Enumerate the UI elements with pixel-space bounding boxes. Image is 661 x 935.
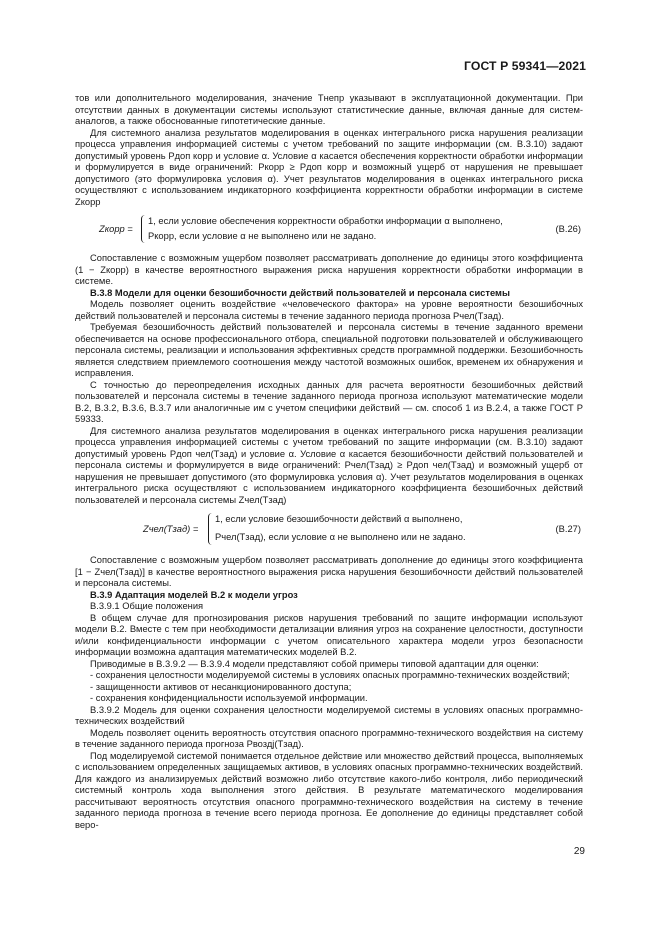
paragraph: Сопоставление с возможным ущербом позволяет рассматривать дополнение до единицы этого коэффициента [1 − Zчел(Tзад)] в качестве вероятностного выражения риска нарушения безошибочности действий пользователей и персонала системы. [75,555,583,588]
paragraph: тов или дополнительного моделирования, значение Tнепр указывают в эксплуатационной документации. При отсутствии данных в документации системы используют статистические данные, включая данные для систем-аналогов, а также обоснованные гипотетические данные. [75,93,583,126]
section-heading: В.3.9 Адаптация моделей В.2 к модели угроз [90,589,298,600]
formula-brace [208,513,214,545]
formula-case: Pчел(Tзад), если условие α не выполнено или не задано. [215,532,466,542]
formula-case: 1, если условие безошибочности действий α выполнено, [215,514,463,524]
paragraph: Модель позволяет оценить вероятность отсутствия опасного программно-технического воздействия на систему в течение заданного периода прогноза Pвоздj(Tзад). [75,727,583,749]
formula-brace [141,215,147,243]
formula-case: 1, если условие обеспечения корректности обработки информации α выполнено, [148,216,503,226]
list-item: - защищенности активов от несанкционированного доступа; [90,681,352,692]
page-number: 29 [573,846,585,857]
list-item: - сохранения целостности моделируемой системы в условиях опасных программно-технических воздействий; [90,670,570,680]
paragraph: Под моделируемой системой понимается отдельное действие или множество действий процесса, выполняемых с использованием определенных защищаемых активов, в условиях опасных программно-технических воздействий. Для каждого из анализируемых действий возможно либо отсутствие какого-либо контроля, либо периодический системный контроль хода выполнения этого действия. В результате математического моделирования рассчитывают вероятность отсутствия опасного программно-технического воздействия на систему в течение заданного периода прогноза в течение всего периода прогноза. Ее дополнение до единицы представляет собой веро- [75,750,583,830]
page-body [75,93,583,831]
formula-b27 [75,511,583,551]
paragraph: Требуемая безошибочность действий пользователей и персонала системы в течение заданного времени обеспечивается на основе профессионального отбора, специальной подготовки пользователей и обслуживающего персонала системы, реализации и использования эффективных средств программной поддержки. Безошибочность является следствием приемлемого соотношения между частотой возможных ошибок, временем их обнаружения и исправления. [75,322,583,378]
formula-number: (В.26) [555,224,581,234]
paragraph: Для системного анализа результатов моделирования в оценках интегрального риска нарушения реализации процесса управления информацией системы с учетом требований по защите информации (см. В.3.10) задают допустимый уровень Pдоп чел(Tзад) и условие α. Условие α касается безошибочности действий пользователей и персонала системы и формулируется в виде ограничений: Pчел(Tзад) ≥ Pдоп чел(Tзад) и возможный ущерб от нарушения не превышает допустимого (это формулировка условия α). Учет результатов моделирования в оценках интегрального риска осуществляют с использованием индикаторного коэффициента безошибочных действий пользователей и персонала системы Zчел(Tзад) [75,425,583,505]
section-heading: В.3.8 Модели для оценки безошибочности действий пользователей и персонала системы [90,287,510,298]
paragraph: С точностью до переопределения исходных данных для расчета вероятности безошибочных действий пользователей и персонала системы в течение заданного периода прогноза используют математические модели В.2, В.3.2, В.3.6, В.3.7 или аналогичные им с учетом специфики действий — см. способ 1 из В.2.4, а также ГОСТ Р 59333. [75,379,583,424]
formula-b26 [75,213,583,249]
standard-id: ГОСТ Р 59341—2021 [464,59,586,73]
paragraph: Для системного анализа результатов моделирования в оценках интегрального риска нарушения реализации процесса управления информацией системы с учетом требований по защите информации (см. В.3.10) задают допустимый уровень Pдоп корр и условие α. Условие α касается обеспечения корректности обработки информации и формулируется в виде ограничений: Pкорр ≥ Pдоп корр и возможный ущерб от нарушения не превышает допустимого (это формулировка условия α). Учет результатов моделирования в оценках интегрального риска осуществляют с использованием индикаторного коэффициента корректности обработки информации в системе Zкорр [75,127,583,207]
subsection-heading: В.3.9.2 Модель для оценки сохранения целостности моделируемой системы в условиях опасных программно-технических воздействий [75,704,583,726]
paragraph: Модель позволяет оценить воздействие «человеческого фактора» на уровне вероятности безошибочных действий пользователей и персонала системы в течение заданного периода прогноза Pчел(Tзад). [75,299,583,321]
paragraph: В общем случае для прогнозирования рисков нарушения требований по защите информации используют модели В.2. Вместе с тем при необходимости детализации влияния угроз на сохранение целостности, доступности и/или конфиденциальности информации с учетом описательного характера модели угроз безопасности информации возможна адаптация математических моделей В.2. [75,612,583,657]
formula-lhs: Zкорр = [99,224,133,234]
list-item: - сохранения конфиденциальности используемой информации. [90,693,368,703]
formula-lhs: Zчел(Tзад) = [143,524,199,534]
formula-number: (В.27) [555,524,581,534]
formula-case: Pкорр, если условие α не выполнено или не задано. [148,231,377,241]
subsection-heading: В.3.9.1 Общие положения [90,601,204,611]
paragraph: Сопоставление с возможным ущербом позволяет рассматривать дополнение до единицы этого коэффициента (1 − Zкорр) в качестве вероятностного выражения риска нарушения корректности обработки информации в системе. [75,253,583,286]
paragraph: Приводимые в В.3.9.2 — В.3.9.4 модели представляют собой примеры типовой адаптации для оценки: [90,658,539,669]
